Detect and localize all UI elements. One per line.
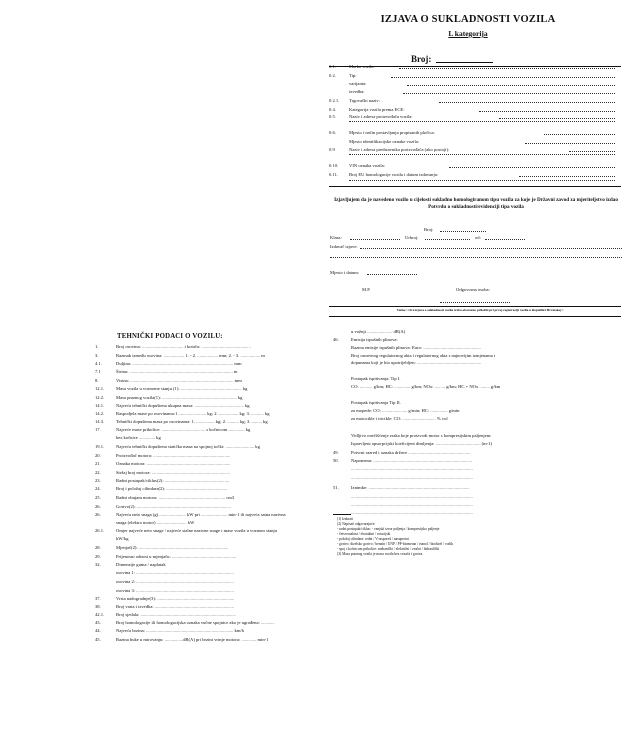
- technical-data-row: [95, 503, 318, 511]
- technical-data-row: [95, 360, 318, 368]
- item-label: Broj vrata i izvedba: .....................................................................: [116, 604, 235, 609]
- item-label: Broj i položaj cilindara(2): .....................................................: [116, 486, 228, 491]
- footnote-line: - spoj s kočnicom prikolice: mehanički / električni / zračni / hidraulički: [337, 547, 440, 551]
- item-number: 37.: [95, 596, 101, 601]
- footnote-line: - radni postupak/ciklus: - vanjski izvor paljenja / kompresijsko paljenje: [337, 527, 440, 531]
- vehicle-id-row: [329, 63, 621, 71]
- item-label: Postupak ispitivanja Tip II.: [351, 400, 401, 405]
- item-label: Najveća tehnički dopuštena ukupna masa: ........................................... kg: [116, 403, 250, 408]
- item-number: 14.2.: [95, 411, 105, 416]
- fill-in-field[interactable]: [349, 180, 615, 181]
- item-number: 32.: [95, 562, 101, 567]
- item-label: ..........................................................................................................: [351, 502, 473, 507]
- technical-data-row: [95, 511, 318, 519]
- vehicle-id-row: [329, 138, 621, 146]
- fill-in-field[interactable]: [479, 111, 615, 112]
- vehicle-id-row: [329, 146, 621, 154]
- emissions-row: [333, 344, 623, 352]
- vehicle-id-row: [329, 113, 621, 121]
- technical-data-row: [95, 343, 318, 351]
- footnote-line: - četverotaktni / dvotaktni / rotacijski: [337, 532, 391, 536]
- item-number: 0.1.: [329, 64, 336, 69]
- item-label: Omjer najveće neto snage / najveće stalne nazivne snage i mase vozila u voznom stanju: [116, 528, 277, 533]
- item-label: Naziv i adresa proizvođača vozila:: [349, 114, 413, 119]
- stamp-label: M.P.: [362, 287, 371, 292]
- technical-data-row: [95, 485, 318, 493]
- technical-data-row: [95, 394, 318, 402]
- place-date-field[interactable]: [367, 274, 417, 275]
- item-number: 0.9: [329, 147, 335, 152]
- technical-data-row: [95, 553, 318, 561]
- item-number: 20.: [95, 453, 101, 458]
- item-label: Vrsta nadogradnje(3): ...................................................................: [116, 596, 235, 601]
- item-label: za motocikle i tricikle: CO: ............................. % vol: [351, 416, 448, 421]
- item-number: 25.: [95, 495, 101, 500]
- footnote-line: - položaj cilindara: redni / V-raspored / nasuprotni: [337, 537, 409, 541]
- item-label: Napomena: ......................................................................................: [351, 458, 473, 463]
- fill-in-field[interactable]: [391, 77, 615, 78]
- item-label: Visina: .......................................................................................... mm: [116, 378, 242, 383]
- item-label: Broj EU homologacije vozila i datum izdavanja:: [349, 172, 439, 177]
- technical-data-row: [95, 595, 318, 603]
- item-label: Broj sjedala: ...................................................................................: [116, 612, 236, 617]
- item-label: Naziv i adresa predstavnika proizvođača (ako postoji):: [349, 147, 450, 152]
- item-number: 49.: [333, 450, 339, 455]
- technical-data-title: TEHNIČKI PODACI O VOZILU:: [117, 333, 223, 340]
- item-number: 19.1.: [95, 444, 105, 449]
- item-number: 45.: [95, 637, 101, 642]
- item-label: Masa vozila u voznome stanju (1): ..................................................... kg: [116, 386, 248, 391]
- emissions-row: [333, 328, 623, 336]
- item-number: 3.: [95, 353, 99, 358]
- item-label: Mjesto i način postavljanja propisanih pločica:: [349, 130, 435, 135]
- fill-in-field[interactable]: [544, 134, 615, 135]
- emissions-row: [333, 457, 623, 465]
- date-od-label: od:: [475, 235, 481, 240]
- vehicle-id-row: [329, 88, 621, 96]
- fill-in-field[interactable]: [449, 167, 615, 168]
- signature-field[interactable]: [440, 302, 510, 303]
- item-label: Marka vozila:: [349, 64, 375, 69]
- item-number: 28.: [95, 545, 101, 550]
- item-label: Dimenzije guma / naplatak: [116, 562, 166, 567]
- item-label: Vidljivo onečišćenje zraka koje proizvodi motor s kompresijskim paljenjem:: [351, 433, 492, 438]
- document-title: IZJAVA O SUKLADNOSTI VOZILA: [380, 14, 556, 25]
- technical-data-row: [95, 611, 318, 619]
- technical-data-row: [95, 603, 318, 611]
- technical-data-row: [95, 460, 318, 468]
- item-label: Oznaka motora: .........................................................................: [116, 461, 231, 466]
- urbroj-label: Urbroj:: [405, 235, 419, 240]
- item-number: 26.: [95, 512, 101, 517]
- item-number: 42.1.: [95, 612, 105, 617]
- item-label: Mjesto identifikacijske oznake vozila:: [349, 139, 420, 144]
- item-label: Potvrni razred i oznaka države ......................................................: [351, 450, 471, 455]
- item-label: Postupak ispitivanja: Tip I.: [351, 376, 401, 381]
- item-label: Broj osnovnog regulatornog akta i regulatornog akta s najnovijim izmjenama i: [351, 353, 496, 358]
- document-subtitle: L kategorija: [448, 29, 488, 38]
- item-label: bez kočnice .............. kg: [116, 435, 161, 440]
- item-number: 0.11.: [329, 172, 339, 177]
- emissions-row: [333, 465, 623, 473]
- vehicle-id-row: [329, 171, 621, 179]
- item-number: 0.5.: [329, 114, 336, 119]
- item-number: 0.2.: [329, 73, 336, 78]
- technical-data-row: [95, 410, 318, 418]
- item-number: 44.: [95, 628, 101, 633]
- item-number: 12.1.: [95, 386, 105, 391]
- item-label: ..........................................................................................................: [351, 494, 473, 499]
- item-label: Najveća tehnički dopuštena statička masa na spojnoj točki: ......................... kg: [116, 444, 260, 449]
- item-number: 14.1.: [95, 403, 105, 408]
- section-divider: [329, 186, 621, 187]
- emissions-row: [333, 440, 623, 448]
- item-number: 38.: [95, 604, 101, 609]
- item-label: Najveće mase prikolice: ...................................... s kočnicom .............. kg: [116, 427, 251, 432]
- item-number: 8.: [95, 378, 99, 383]
- technical-data-row: [95, 544, 318, 552]
- emissions-row: [333, 474, 623, 482]
- vehicle-id-row: [329, 129, 621, 137]
- emissions-row: [333, 509, 623, 517]
- class-label: Klasa:: [330, 235, 342, 240]
- emissions-row: [333, 336, 623, 344]
- item-label: u vožnji ...................... dB(A): [351, 329, 406, 334]
- issue-number-field[interactable]: [440, 231, 486, 232]
- technical-data-row: [95, 494, 318, 502]
- fill-in-field[interactable]: [399, 68, 615, 69]
- note-divider-top: [329, 306, 621, 307]
- item-number: 0.2.1.: [329, 98, 340, 103]
- item-label: Mjenjač(2): ..............................................................................: [116, 545, 229, 550]
- footnote-line: (1) Izabrati: [337, 517, 354, 521]
- item-number: 0.4.: [329, 107, 336, 112]
- emissions-row: [333, 375, 623, 383]
- emissions-row: [333, 501, 623, 509]
- emissions-row: [333, 449, 623, 457]
- item-label: Iznimke: ........................................................................................: [351, 485, 470, 490]
- item-number: 0.10.: [329, 163, 339, 168]
- technical-data-row: [95, 402, 318, 410]
- item-label: Najveća brzina: ............................................................................ km/h: [116, 628, 244, 633]
- responsible-person-label: Odgovorna osoba:: [456, 287, 490, 292]
- emissions-row: [333, 415, 623, 423]
- item-number: 24.: [95, 486, 101, 491]
- item-number: 21.: [95, 461, 101, 466]
- item-label: Tip:: [349, 73, 357, 78]
- item-label: izvedba:: [349, 89, 365, 94]
- emissions-row: [333, 383, 623, 391]
- footnote-line: - gorivo: dizelsko gorivo / benzin / UNP / PP-biometan / etanol / biodizel / vodik: [337, 542, 454, 546]
- item-number: 46.: [333, 337, 339, 342]
- technical-data-row: [95, 627, 318, 635]
- vehicle-id-row: [329, 72, 621, 80]
- fill-in-field[interactable]: [439, 102, 615, 103]
- item-label: Broj osovina: .................................... i kotača: ...........................................: [116, 344, 251, 349]
- technical-data-row: [95, 377, 318, 385]
- technical-data-row: [95, 569, 318, 577]
- item-label: Prijenosni odnosi u mjenjaču: ........................................................: [116, 554, 237, 559]
- fill-in-field[interactable]: [403, 93, 615, 94]
- item-label: Trgovački naziv:: [349, 98, 381, 103]
- item-label: osovina 1: .....................................................................................: [116, 570, 234, 575]
- technical-data-row: [95, 352, 318, 360]
- item-number: 14.3.: [95, 419, 105, 424]
- item-label: Proizvođač motora: ...................................................................: [116, 453, 231, 458]
- item-label: kW/kg: [116, 536, 129, 541]
- fill-in-field[interactable]: [349, 121, 615, 122]
- item-number: 7.1: [95, 369, 101, 374]
- item-number: 26.: [95, 504, 101, 509]
- issuer-field[interactable]: [360, 248, 622, 249]
- item-label: Širina: .......................................................................................... m: [116, 369, 238, 374]
- item-number: 29.: [95, 554, 101, 559]
- item-label: Radni obujam motora: .......................................................... cm3: [116, 495, 235, 500]
- technical-data-row: [95, 385, 318, 393]
- technical-data-row: [95, 434, 318, 442]
- item-label: Najveća neto snaga (g)........................ kW pri ....................... min-1 ili najveća satna nazivna: [116, 512, 286, 517]
- technical-data-row: [95, 619, 318, 627]
- item-number: 12.2.: [95, 395, 105, 400]
- item-label: Stržaj broj motora: ....................................................................: [116, 470, 230, 475]
- technical-data-row: [95, 636, 318, 644]
- item-label: ..........................................................................................................: [351, 510, 473, 515]
- item-label: Kategorija vozila prema ECE:: [349, 107, 405, 112]
- emissions-row: [333, 407, 623, 415]
- footnote-line: (2) Napisati odgovarajuće:: [337, 522, 376, 526]
- item-number: 26.1.: [95, 528, 105, 533]
- fill-in-field[interactable]: [407, 85, 615, 86]
- issue-number-label: Broj:: [424, 227, 434, 232]
- item-label: dopunama koji je bio upotrijebljen: ........................................................: [351, 360, 482, 365]
- item-label: snaga (elektro motor) .......................... kW: [116, 520, 195, 525]
- item-number: 17.: [95, 427, 101, 432]
- item-label: osovina 3: .....................................................................................: [116, 588, 234, 593]
- vehicle-id-row: [329, 80, 621, 88]
- item-label: Ispravljeni apsorpcijski koeficijent dimljenja: ....................................... (m-1): [351, 441, 493, 446]
- emissions-row: [333, 399, 623, 407]
- fill-in-field[interactable]: [519, 176, 615, 177]
- technical-data-row: [95, 535, 318, 543]
- fill-in-field[interactable]: [499, 118, 615, 119]
- issuer-field-2[interactable]: [330, 257, 622, 258]
- footnote-rule: [333, 514, 351, 515]
- important-note: Važno • Ova izjava o sukladnosti vozila treba obavezno priložiti pri prvoj registraciji vozila u Republici Hrvatskoj •: [396, 308, 564, 312]
- vehicle-id-row: [329, 97, 621, 105]
- technical-data-row: [95, 452, 318, 460]
- technical-data-row: [95, 426, 318, 434]
- item-label: Radni postupak/ciklus(2): ........................................................: [116, 478, 230, 483]
- fill-in-field[interactable]: [569, 151, 615, 152]
- item-label: ..........................................................................................................: [351, 475, 473, 480]
- technical-data-row: [95, 519, 318, 527]
- vehicle-id-row: [329, 162, 621, 170]
- item-label: Razina emisije ispušnih plinova: Euro: ..................................................: [351, 345, 481, 350]
- item-label: Emisija ispušnih plinova:: [351, 337, 398, 342]
- technical-data-row: [95, 587, 318, 595]
- emissions-row: [333, 432, 623, 440]
- technical-data-row: [95, 418, 318, 426]
- fill-in-field[interactable]: [525, 143, 615, 144]
- item-label: Duljina: ........................................................................................ mm: [116, 361, 242, 366]
- item-number: 23.: [95, 478, 101, 483]
- fill-in-field[interactable]: [349, 154, 615, 155]
- item-label: Masa praznog vozila(1): ................................................................. kg: [116, 395, 243, 400]
- technical-data-row: [95, 527, 318, 535]
- date-od-field[interactable]: [485, 239, 525, 240]
- item-label: za mopede: CO: ...................... g/min; HC: ............... g/min: [351, 408, 460, 413]
- item-label: CO: ........... g/km; HC: .............. g/km; NOx: ......... g/km; HC + NOx ......... g/km: [351, 384, 501, 389]
- item-number: 4.1.: [95, 361, 102, 366]
- technical-data-row: [95, 477, 318, 485]
- item-label: Raspodjela mase po osovinama:1 ........................ kg; 2. ................. kg; 3. ........... kg: [116, 411, 270, 416]
- item-label: VIN oznaka vozila:: [349, 163, 385, 168]
- declaration-text: Izjavljujem da je navedeno vozilo u cijelosti sukladno homologiranom tipu vozila za koje je Državni zavod za mjeriteljstvo izdao Potvrdu o sukladnosti/evidenciji tipa vozila: [334, 197, 618, 210]
- item-label: varijanta:: [349, 81, 367, 86]
- technical-data-row: [95, 578, 318, 586]
- place-date-label: Mjesto i datum:: [330, 270, 360, 275]
- item-label: osovina 2: .....................................................................................: [116, 579, 234, 584]
- technical-data-row: [95, 443, 318, 451]
- emissions-row: [333, 359, 623, 367]
- item-label: Broj homologacije ili homologacijska oznaka vučne spojnice ako je ugrađena: ............: [116, 620, 275, 625]
- item-number: 1.: [95, 344, 99, 349]
- emissions-row: [333, 493, 623, 501]
- item-number: 22.: [95, 470, 101, 475]
- technical-data-row: [95, 469, 318, 477]
- class-field[interactable]: [350, 239, 400, 240]
- item-number: 0.6.: [329, 130, 336, 135]
- urbroj-field[interactable]: [425, 239, 470, 240]
- emissions-row: [333, 484, 623, 492]
- issuer-label: Izdavač izjave:: [330, 244, 358, 249]
- number-label: Broj:: [411, 54, 432, 64]
- item-label: ..........................................................................................................: [351, 466, 473, 471]
- technical-data-row: [95, 368, 318, 376]
- technical-data-row: [95, 561, 318, 569]
- item-number: 43.: [95, 620, 101, 625]
- footnote-line: (3) Masa praznog vozila je masa vozila bez vozača i goriva.: [337, 552, 424, 556]
- item-number: 50.: [333, 458, 339, 463]
- item-number: 51.: [333, 485, 339, 490]
- item-label: Gorivo(2): ..................................................................................: [116, 504, 231, 509]
- note-divider-bottom: [329, 316, 621, 317]
- item-label: Tehnički dopuštena masa po osovinama: 1. ................ kg; 2. .......... kg; 3. ......... kg: [116, 419, 268, 424]
- item-label: Razina buke u mirovanju: ................dB(A) pri brzini vrtnje motora: ............. min-1: [116, 637, 269, 642]
- item-label: Razmak između osovina: .................. 1. - 2. .................. mm; 2. - 3. ................. m: [116, 353, 265, 358]
